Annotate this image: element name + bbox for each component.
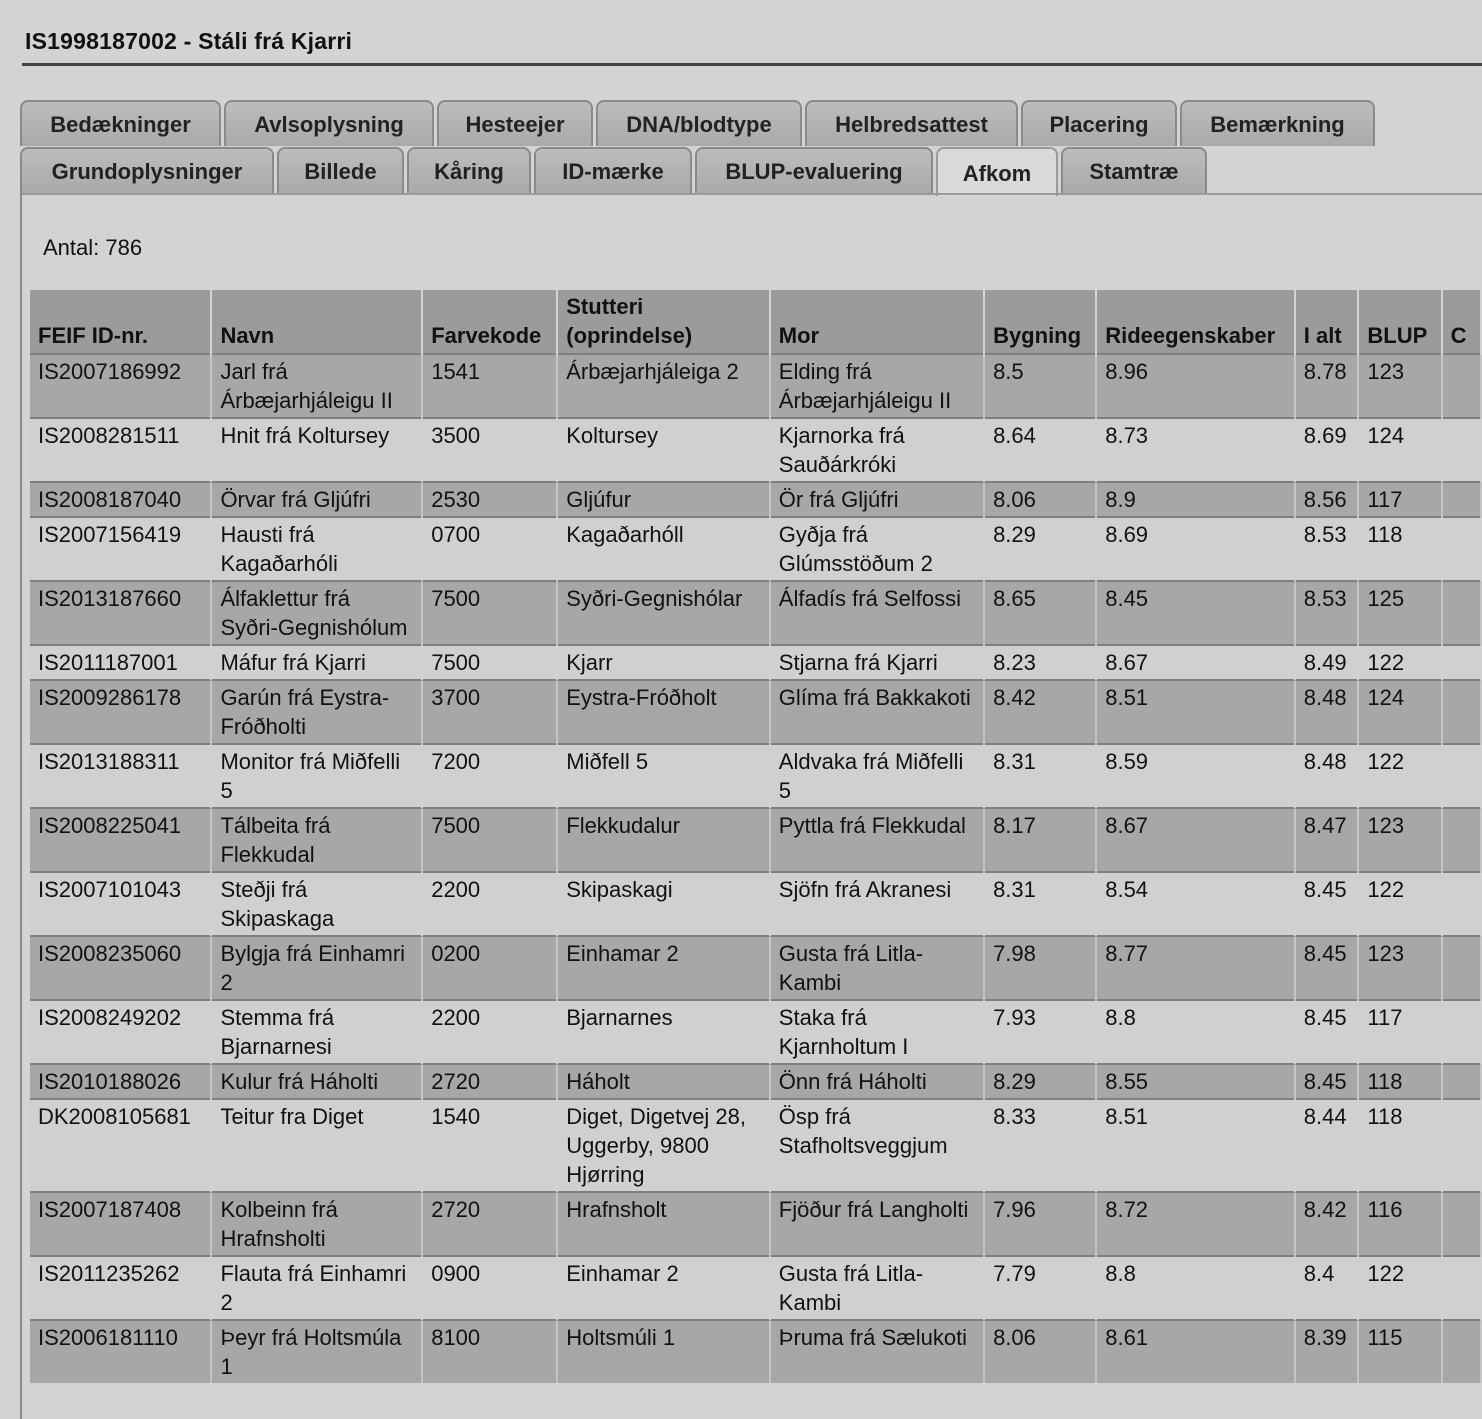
cell-extra <box>1442 1256 1481 1320</box>
cell-navn[interactable]: Steðji frá Skipaskaga <box>211 872 422 936</box>
cell-rideegenskaber: 8.9 <box>1096 482 1295 517</box>
table-row[interactable] <box>30 1256 1481 1320</box>
cell-i-alt: 8.69 <box>1295 418 1359 482</box>
cell-blup: 122 <box>1358 872 1441 936</box>
cell-feif-id[interactable]: IS2007156419 <box>30 517 211 581</box>
cell-stutteri: Árbæjarhjáleiga 2 <box>557 354 770 418</box>
cell-rideegenskaber: 8.55 <box>1096 1064 1295 1099</box>
cell-bygning: 8.64 <box>984 418 1096 482</box>
table-row[interactable] <box>30 418 1481 482</box>
cell-rideegenskaber: 8.77 <box>1096 936 1295 1000</box>
tab-hesteejer[interactable]: Hesteejer <box>437 100 593 146</box>
col-header-mor[interactable]: Mor <box>770 290 984 354</box>
cell-stutteri: Kagaðarhóll <box>557 517 770 581</box>
cell-blup: 125 <box>1358 581 1441 645</box>
cell-farvekode: 7200 <box>422 744 557 808</box>
cell-navn[interactable]: Álfaklettur frá Syðri-Gegnishólum <box>211 581 422 645</box>
cell-navn[interactable]: Teitur fra Diget <box>211 1099 422 1192</box>
tab-helbredsattest[interactable]: Helbredsattest <box>805 100 1018 146</box>
cell-farvekode: 0900 <box>422 1256 557 1320</box>
cell-blup: 123 <box>1358 354 1441 418</box>
cell-i-alt: 8.56 <box>1295 482 1359 517</box>
cell-rideegenskaber: 8.69 <box>1096 517 1295 581</box>
cell-extra <box>1442 680 1481 744</box>
cell-mor[interactable]: Ösp frá Stafholtsveggjum <box>770 1099 984 1192</box>
cell-i-alt: 8.53 <box>1295 517 1359 581</box>
cell-bygning: 8.06 <box>984 482 1096 517</box>
tab-id-maerke[interactable]: ID-mærke <box>534 147 692 193</box>
cell-i-alt: 8.53 <box>1295 581 1359 645</box>
cell-farvekode: 1540 <box>422 1099 557 1192</box>
cell-mor[interactable]: Kjarnorka frá Sauðárkróki <box>770 418 984 482</box>
cell-bygning: 7.93 <box>984 1000 1096 1064</box>
cell-extra <box>1442 936 1481 1000</box>
cell-blup: 122 <box>1358 744 1441 808</box>
cell-navn[interactable]: Flauta frá Einhamri 2 <box>211 1256 422 1320</box>
cell-i-alt: 8.48 <box>1295 744 1359 808</box>
cell-feif-id[interactable]: IS2009286178 <box>30 680 211 744</box>
cell-i-alt: 8.44 <box>1295 1099 1359 1192</box>
tab-stamtrae[interactable]: Stamtræ <box>1061 147 1207 193</box>
tab-bedaekninger[interactable]: Bedækninger <box>20 100 221 146</box>
col-header-rideegenskaber[interactable]: Rideegenskaber <box>1096 290 1295 354</box>
table-header-row <box>30 290 1481 354</box>
cell-farvekode: 2200 <box>422 872 557 936</box>
cell-extra <box>1442 1192 1481 1256</box>
cell-extra <box>1442 808 1481 872</box>
cell-farvekode: 0700 <box>422 517 557 581</box>
table-row[interactable] <box>30 1099 1481 1192</box>
col-header-c[interactable]: C <box>1442 290 1481 354</box>
cell-stutteri: Koltursey <box>557 418 770 482</box>
table-row[interactable] <box>30 1000 1481 1064</box>
cell-extra <box>1442 744 1481 808</box>
cell-stutteri: Einhamar 2 <box>557 936 770 1000</box>
cell-bygning: 8.06 <box>984 1320 1096 1383</box>
cell-navn[interactable]: Bylgja frá Einhamri 2 <box>211 936 422 1000</box>
cell-rideegenskaber: 8.54 <box>1096 872 1295 936</box>
tab-dna-blodtype[interactable]: DNA/blodtype <box>596 100 802 146</box>
cell-navn[interactable]: Hnit frá Koltursey <box>211 418 422 482</box>
cell-rideegenskaber: 8.67 <box>1096 645 1295 680</box>
cell-farvekode: 7500 <box>422 645 557 680</box>
table-row[interactable] <box>30 744 1481 808</box>
col-header-bygning[interactable]: Bygning <box>984 290 1096 354</box>
cell-blup: 124 <box>1358 680 1441 744</box>
cell-navn[interactable]: Kulur frá Háholti <box>211 1064 422 1099</box>
table-row[interactable] <box>30 645 1481 680</box>
cell-rideegenskaber: 8.51 <box>1096 680 1295 744</box>
cell-farvekode: 7500 <box>422 808 557 872</box>
cell-extra <box>1442 645 1481 680</box>
table-row[interactable] <box>30 517 1481 581</box>
cell-blup: 122 <box>1358 645 1441 680</box>
cell-bygning: 8.65 <box>984 581 1096 645</box>
tab-blup-evaluering[interactable]: BLUP-evaluering <box>695 147 933 193</box>
cell-blup: 116 <box>1358 1192 1441 1256</box>
cell-i-alt: 8.45 <box>1295 936 1359 1000</box>
cell-feif-id[interactable]: IS2011235262 <box>30 1256 211 1320</box>
offspring-table <box>30 290 1482 1383</box>
cell-feif-id[interactable]: IS2008249202 <box>30 1000 211 1064</box>
cell-rideegenskaber: 8.67 <box>1096 808 1295 872</box>
cell-i-alt: 8.48 <box>1295 680 1359 744</box>
cell-feif-id[interactable]: IS2007101043 <box>30 872 211 936</box>
cell-i-alt: 8.39 <box>1295 1320 1359 1383</box>
cell-extra <box>1442 872 1481 936</box>
cell-blup: 118 <box>1358 1099 1441 1192</box>
cell-feif-id[interactable]: IS2007187408 <box>30 1192 211 1256</box>
table-row[interactable] <box>30 1320 1481 1383</box>
cell-rideegenskaber: 8.51 <box>1096 1099 1295 1192</box>
offspring-count: Antal: 786 <box>43 235 143 260</box>
page-title: IS1998187002 - Stáli frá Kjarri <box>25 28 353 54</box>
cell-bygning: 7.98 <box>984 936 1096 1000</box>
cell-stutteri: Hrafnsholt <box>557 1192 770 1256</box>
cell-navn[interactable]: Máfur frá Kjarri <box>211 645 422 680</box>
cell-mor[interactable]: Pyttla frá Flekkudal <box>770 808 984 872</box>
cell-farvekode: 3700 <box>422 680 557 744</box>
cell-farvekode: 8100 <box>422 1320 557 1383</box>
cell-mor[interactable]: Sjöfn frá Akranesi <box>770 872 984 936</box>
col-header-stutteri[interactable]: Stutteri (oprindelse) <box>557 290 770 354</box>
cell-mor[interactable]: Staka frá Kjarnholtum I <box>770 1000 984 1064</box>
cell-farvekode: 0200 <box>422 936 557 1000</box>
cell-bygning: 8.31 <box>984 744 1096 808</box>
cell-i-alt: 8.45 <box>1295 1000 1359 1064</box>
tab-afkom[interactable]: Afkom <box>936 147 1058 196</box>
cell-bygning: 8.29 <box>984 517 1096 581</box>
cell-blup: 115 <box>1358 1320 1441 1383</box>
cell-farvekode: 2720 <box>422 1192 557 1256</box>
cell-i-alt: 8.49 <box>1295 645 1359 680</box>
cell-i-alt: 8.78 <box>1295 354 1359 418</box>
cell-rideegenskaber: 8.61 <box>1096 1320 1295 1383</box>
cell-navn[interactable]: Stemma frá Bjarnarnesi <box>211 1000 422 1064</box>
cell-stutteri: Bjarnarnes <box>557 1000 770 1064</box>
cell-farvekode: 3500 <box>422 418 557 482</box>
cell-bygning: 8.23 <box>984 645 1096 680</box>
cell-navn[interactable]: Garún frá Eystra-Fróðholti <box>211 680 422 744</box>
cell-feif-id[interactable]: IS2013188311 <box>30 744 211 808</box>
cell-i-alt: 8.4 <box>1295 1256 1359 1320</box>
cell-extra <box>1442 354 1481 418</box>
cell-navn[interactable]: Þeyr frá Holtsmúla 1 <box>211 1320 422 1383</box>
cell-navn[interactable]: Hausti frá Kagaðarhóli <box>211 517 422 581</box>
cell-i-alt: 8.45 <box>1295 1064 1359 1099</box>
cell-mor[interactable]: Elding frá Árbæjarhjáleigu II <box>770 354 984 418</box>
table-row[interactable] <box>30 482 1481 517</box>
cell-rideegenskaber: 8.72 <box>1096 1192 1295 1256</box>
cell-blup: 124 <box>1358 418 1441 482</box>
cell-bygning: 7.96 <box>984 1192 1096 1256</box>
title-divider <box>22 63 1482 66</box>
cell-i-alt: 8.42 <box>1295 1192 1359 1256</box>
table-row[interactable] <box>30 808 1481 872</box>
tab-kaaring[interactable]: Kåring <box>407 147 531 193</box>
cell-extra <box>1442 482 1481 517</box>
cell-stutteri: Háholt <box>557 1064 770 1099</box>
cell-rideegenskaber: 8.8 <box>1096 1000 1295 1064</box>
table-row[interactable] <box>30 936 1481 1000</box>
cell-i-alt: 8.45 <box>1295 872 1359 936</box>
col-header-navn[interactable]: Navn <box>211 290 422 354</box>
cell-feif-id[interactable]: IS2008281511 <box>30 418 211 482</box>
col-header-i-alt[interactable]: I alt <box>1295 290 1359 354</box>
cell-blup: 117 <box>1358 482 1441 517</box>
table-row[interactable] <box>30 581 1481 645</box>
cell-stutteri: Holtsmúli 1 <box>557 1320 770 1383</box>
cell-mor[interactable]: Álfadís frá Selfossi <box>770 581 984 645</box>
cell-feif-id[interactable]: IS2006181110 <box>30 1320 211 1383</box>
cell-navn[interactable]: Jarl frá Árbæjarhjáleigu II <box>211 354 422 418</box>
cell-farvekode: 2200 <box>422 1000 557 1064</box>
cell-feif-id[interactable]: IS2008187040 <box>30 482 211 517</box>
cell-stutteri: Einhamar 2 <box>557 1256 770 1320</box>
cell-feif-id[interactable]: IS2007186992 <box>30 354 211 418</box>
tab-placering[interactable]: Placering <box>1021 100 1177 146</box>
cell-mor[interactable]: Fjöður frá Langholti <box>770 1192 984 1256</box>
col-header-blup[interactable]: BLUP <box>1358 290 1441 354</box>
table-row[interactable] <box>30 354 1481 418</box>
tab-billede[interactable]: Billede <box>277 147 404 193</box>
tab-row-2 <box>20 147 1210 196</box>
cell-i-alt: 8.47 <box>1295 808 1359 872</box>
table-row[interactable] <box>30 680 1481 744</box>
cell-stutteri: Kjarr <box>557 645 770 680</box>
cell-mor[interactable]: Gyðja frá Glúmsstöðum 2 <box>770 517 984 581</box>
cell-feif-id[interactable]: IS2013187660 <box>30 581 211 645</box>
cell-bygning: 8.17 <box>984 808 1096 872</box>
cell-feif-id[interactable]: IS2011187001 <box>30 645 211 680</box>
cell-bygning: 8.5 <box>984 354 1096 418</box>
tab-grundoplysninger[interactable]: Grundoplysninger <box>20 147 274 193</box>
cell-farvekode: 2530 <box>422 482 557 517</box>
cell-navn[interactable]: Tálbeita frá Flekkudal <box>211 808 422 872</box>
cell-blup: 123 <box>1358 808 1441 872</box>
cell-mor[interactable]: Aldvaka frá Miðfelli 5 <box>770 744 984 808</box>
cell-feif-id[interactable]: DK2008105681 <box>30 1099 211 1192</box>
cell-rideegenskaber: 8.45 <box>1096 581 1295 645</box>
cell-extra <box>1442 1000 1481 1064</box>
table-row[interactable] <box>30 1064 1481 1099</box>
cell-mor[interactable]: Gusta frá Litla-Kambi <box>770 1256 984 1320</box>
cell-bygning: 8.33 <box>984 1099 1096 1192</box>
cell-rideegenskaber: 8.59 <box>1096 744 1295 808</box>
tab-avlsoplysning[interactable]: Avlsoplysning <box>224 100 434 146</box>
cell-navn[interactable]: Örvar frá Gljúfri <box>211 482 422 517</box>
cell-mor[interactable]: Stjarna frá Kjarri <box>770 645 984 680</box>
cell-blup: 122 <box>1358 1256 1441 1320</box>
table-row[interactable] <box>30 1192 1481 1256</box>
cell-blup: 117 <box>1358 1000 1441 1064</box>
cell-feif-id[interactable]: IS2008235060 <box>30 936 211 1000</box>
cell-extra <box>1442 581 1481 645</box>
cell-farvekode: 2720 <box>422 1064 557 1099</box>
cell-stutteri: Gljúfur <box>557 482 770 517</box>
cell-navn[interactable]: Kolbeinn frá Hrafnsholti <box>211 1192 422 1256</box>
cell-rideegenskaber: 8.96 <box>1096 354 1295 418</box>
cell-extra <box>1442 1064 1481 1099</box>
cell-mor[interactable]: Ör frá Gljúfri <box>770 482 984 517</box>
cell-bygning: 8.42 <box>984 680 1096 744</box>
cell-blup: 118 <box>1358 517 1441 581</box>
cell-stutteri: Syðri-Gegnishólar <box>557 581 770 645</box>
cell-mor[interactable]: Glíma frá Bakkakoti <box>770 680 984 744</box>
cell-rideegenskaber: 8.8 <box>1096 1256 1295 1320</box>
tab-bemaerkning[interactable]: Bemærkning <box>1180 100 1375 146</box>
cell-stutteri: Eystra-Fróðholt <box>557 680 770 744</box>
cell-navn[interactable]: Monitor frá Miðfelli 5 <box>211 744 422 808</box>
cell-feif-id[interactable]: IS2010188026 <box>30 1064 211 1099</box>
cell-feif-id[interactable]: IS2008225041 <box>30 808 211 872</box>
cell-stutteri: Diget, Digetvej 28, Uggerby, 9800 Hjørring <box>557 1099 770 1192</box>
cell-mor[interactable]: Önn frá Háholti <box>770 1064 984 1099</box>
cell-extra <box>1442 1099 1481 1192</box>
col-header-farvekode[interactable]: Farvekode <box>422 290 557 354</box>
cell-blup: 123 <box>1358 936 1441 1000</box>
cell-stutteri: Flekkudalur <box>557 808 770 872</box>
cell-blup: 118 <box>1358 1064 1441 1099</box>
col-header-feif-id[interactable]: FEIF ID-nr. <box>30 290 211 354</box>
cell-extra <box>1442 517 1481 581</box>
cell-farvekode: 1541 <box>422 354 557 418</box>
tab-row-1 <box>20 100 1378 146</box>
cell-bygning: 7.79 <box>984 1256 1096 1320</box>
cell-bygning: 8.29 <box>984 1064 1096 1099</box>
cell-mor[interactable]: Þruma frá Sælukoti <box>770 1320 984 1383</box>
cell-rideegenskaber: 8.73 <box>1096 418 1295 482</box>
cell-extra <box>1442 418 1481 482</box>
cell-farvekode: 7500 <box>422 581 557 645</box>
cell-stutteri: Miðfell 5 <box>557 744 770 808</box>
cell-mor[interactable]: Gusta frá Litla-Kambi <box>770 936 984 1000</box>
cell-extra <box>1442 1320 1481 1383</box>
table-row[interactable] <box>30 872 1481 936</box>
cell-stutteri: Skipaskagi <box>557 872 770 936</box>
cell-bygning: 8.31 <box>984 872 1096 936</box>
